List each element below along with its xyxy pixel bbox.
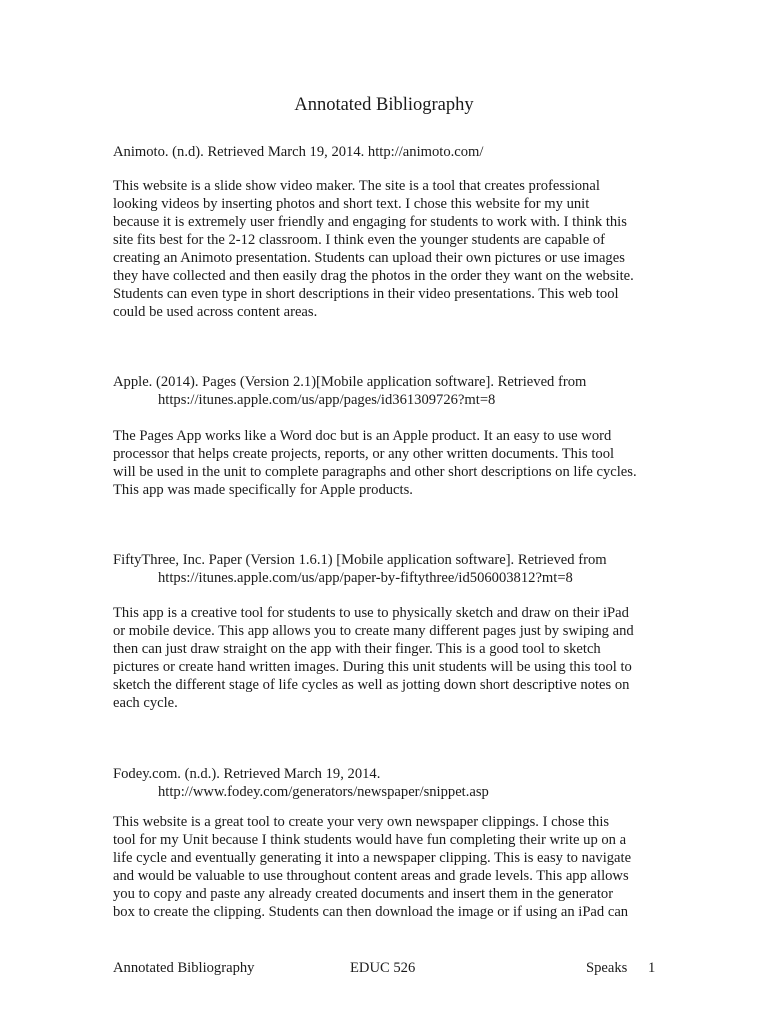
annotation-line: This website is a great tool to create your very own newspaper clippings. I chose this xyxy=(113,814,610,830)
citation-fodey xyxy=(113,765,668,801)
page-footer xyxy=(113,959,658,979)
annotation-line: they have collected and then easily drag the photos in the order they want on the website. xyxy=(113,268,634,284)
footer-author: Speaks xyxy=(586,960,628,976)
annotation-line: site fits best for the 2-12 classroom. I think even the younger students are capable of xyxy=(113,232,605,248)
citation-text: Apple. (2014). Pages (Version 2.1)[Mobile application software]. Retrieved from xyxy=(113,374,587,390)
footer-title: Annotated Bibliography xyxy=(113,960,255,976)
annotation-line: pictures or create hand written images. During this unit students will be using this tool to xyxy=(113,659,632,675)
annotation-line: processor that helps create projects, reports, or any other written documents. This tool xyxy=(113,446,615,462)
annotation-line: will be used in the unit to complete paragraphs and other short descriptions on life cycles. xyxy=(113,464,637,480)
annotation-line: box to create the clipping. Students can then download the image or if using an iPad can xyxy=(113,904,629,920)
annotation-animoto xyxy=(113,177,668,321)
citation-fiftythree-paper xyxy=(113,551,668,587)
annotation-line: looking videos by inserting photos and short text. I chose this website for my unit xyxy=(113,196,590,212)
citation-text: Animoto. (n.d). Retrieved March 19, 2014. http://animoto.com/ xyxy=(113,144,484,160)
annotation-line: This website is a slide show video maker. The site is a tool that creates professional xyxy=(113,178,600,194)
annotation-line: This app is a creative tool for students to use to physically sketch and draw on their iPad xyxy=(113,605,629,621)
page-title: Annotated Bibliography xyxy=(294,95,474,115)
citation-url[interactable]: https://itunes.apple.com/us/app/paper-by-fiftythree/id506003812?mt=8 xyxy=(158,570,573,586)
annotation-line: life cycle and eventually generating it into a newspaper clipping. This is easy to navigate xyxy=(113,850,632,866)
annotation-line: could be used across content areas. xyxy=(113,304,318,320)
annotation-apple-pages xyxy=(113,427,668,499)
annotation-line: because it is extremely user friendly and engaging for students to work with. I think this xyxy=(113,214,627,230)
annotation-line: This app was made specifically for Apple products. xyxy=(113,482,413,498)
annotation-line: and would be valuable to use throughout content areas and grade levels. This app allows xyxy=(113,868,629,884)
citation-animoto xyxy=(113,143,668,161)
annotation-fiftythree-paper xyxy=(113,604,668,712)
annotation-line: The Pages App works like a Word doc but is an Apple product. It an easy to use word xyxy=(113,428,612,444)
annotation-line: or mobile device. This app allows you to create many different pages just by swiping and xyxy=(113,623,634,639)
annotation-line: then can just draw straight on the app with their finger. This is a good tool to sketch xyxy=(113,641,601,657)
citation-url[interactable]: http://www.fodey.com/generators/newspaper/snippet.asp xyxy=(158,784,489,800)
annotation-line: Students can even type in short descriptions in their video presentations. This web tool xyxy=(113,286,619,302)
footer-page-number: 1 xyxy=(648,960,656,976)
citation-text: FiftyThree, Inc. Paper (Version 1.6.1) [Mobile application software]. Retrieved from xyxy=(113,552,607,568)
annotation-line: sketch the different stage of life cycles as well as jotting down short descriptive notes on xyxy=(113,677,630,693)
annotation-line: creating an Animoto presentation. Students can upload their own pictures or use images xyxy=(113,250,625,266)
annotation-line: tool for my Unit because I think students would have fun completing their write up on a xyxy=(113,832,627,848)
annotation-line: each cycle. xyxy=(113,695,178,711)
annotation-line: you to copy and paste any already created documents and insert them in the generator xyxy=(113,886,614,902)
annotation-fodey xyxy=(113,813,668,921)
citation-text: Fodey.com. (n.d.). Retrieved March 19, 2014. xyxy=(113,766,381,782)
footer-course: EDUC 526 xyxy=(350,960,416,976)
citation-url[interactable]: https://itunes.apple.com/us/app/pages/id361309726?mt=8 xyxy=(158,392,496,408)
citation-apple-pages xyxy=(113,373,668,409)
